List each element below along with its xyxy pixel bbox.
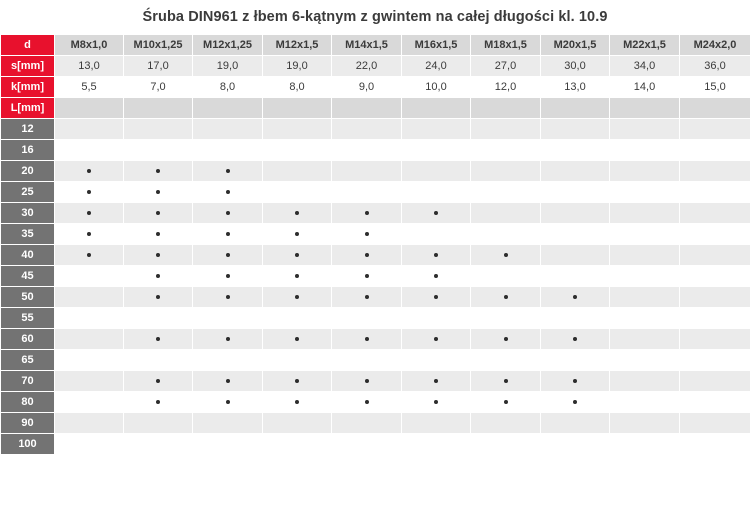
cell-25-M14x1,5 [332, 182, 402, 203]
cell-80-M24x2,0 [680, 392, 750, 413]
availability-dot [504, 337, 508, 341]
cell-70-M8x1,0 [55, 371, 124, 392]
table-row [1, 245, 750, 266]
cell-60-M18x1,5 [471, 329, 541, 350]
table-row-length-header [1, 98, 750, 119]
cell-25-M24x2,0 [680, 182, 750, 203]
cell-90-M20x1,5 [541, 413, 610, 434]
cell-45-M22x1,5 [610, 266, 680, 287]
availability-dot [365, 295, 369, 299]
cell-30-M8x1,0 [55, 203, 124, 224]
availability-dot [573, 400, 577, 404]
row-label-length: L[mm] [1, 98, 55, 119]
availability-dot [365, 211, 369, 215]
cell-90-M14x1,5 [332, 413, 402, 434]
cell-35-M12x1,25 [193, 224, 263, 245]
cell-35-M18x1,5 [471, 224, 541, 245]
cell-50-M22x1,5 [610, 287, 680, 308]
column-header-thread-3: M12x1,25 [193, 35, 263, 56]
cell-45-M8x1,0 [55, 266, 124, 287]
cell-65-M10x1,25 [124, 350, 193, 371]
table-row [1, 161, 750, 182]
table-row [1, 413, 750, 434]
availability-dot [156, 337, 160, 341]
length-label-30: 30 [1, 203, 55, 224]
k-value-9: 14,0 [610, 77, 680, 98]
cell-25-M22x1,5 [610, 182, 680, 203]
availability-dot [226, 274, 230, 278]
cell-12-M16x1,5 [402, 119, 471, 140]
cell-40-M20x1,5 [541, 245, 610, 266]
table-row [1, 371, 750, 392]
availability-dot [87, 253, 91, 257]
availability-dot [365, 337, 369, 341]
cell-40-M16x1,5 [402, 245, 471, 266]
availability-dot [87, 232, 91, 236]
availability-dot [434, 274, 438, 278]
cell-30-M14x1,5 [332, 203, 402, 224]
cell-12-M20x1,5 [541, 119, 610, 140]
s-value-5: 22,0 [332, 56, 402, 77]
cell-25-M8x1,0 [55, 182, 124, 203]
row-label-k: k[mm] [1, 77, 55, 98]
cell-50-M24x2,0 [680, 287, 750, 308]
cell-50-M20x1,5 [541, 287, 610, 308]
cell-12-M8x1,0 [55, 119, 124, 140]
cell-40-M24x2,0 [680, 245, 750, 266]
cell-80-M20x1,5 [541, 392, 610, 413]
cell-20-M8x1,0 [55, 161, 124, 182]
cell-30-M12x1,25 [193, 203, 263, 224]
availability-dot [295, 295, 299, 299]
cell-55-M10x1,25 [124, 308, 193, 329]
cell-90-M18x1,5 [471, 413, 541, 434]
k-value-4: 8,0 [263, 77, 332, 98]
cell-20-M12x1,25 [193, 161, 263, 182]
length-header-spacer-1 [55, 98, 124, 119]
cell-30-M12x1,5 [263, 203, 332, 224]
length-label-60: 60 [1, 329, 55, 350]
table-row [1, 224, 750, 245]
cell-80-M8x1,0 [55, 392, 124, 413]
cell-45-M12x1,5 [263, 266, 332, 287]
cell-12-M18x1,5 [471, 119, 541, 140]
s-value-4: 19,0 [263, 56, 332, 77]
cell-25-M12x1,5 [263, 182, 332, 203]
cell-60-M22x1,5 [610, 329, 680, 350]
availability-dot [504, 253, 508, 257]
s-value-8: 30,0 [541, 56, 610, 77]
length-label-100: 100 [1, 434, 55, 455]
cell-16-M18x1,5 [471, 140, 541, 161]
length-label-80: 80 [1, 392, 55, 413]
length-label-20: 20 [1, 161, 55, 182]
cell-16-M20x1,5 [541, 140, 610, 161]
cell-40-M12x1,25 [193, 245, 263, 266]
cell-50-M12x1,25 [193, 287, 263, 308]
availability-dot [226, 400, 230, 404]
availability-dot [156, 232, 160, 236]
availability-dot [573, 337, 577, 341]
cell-45-M10x1,25 [124, 266, 193, 287]
cell-45-M14x1,5 [332, 266, 402, 287]
availability-dot [365, 400, 369, 404]
k-value-3: 8,0 [193, 77, 263, 98]
cell-20-M18x1,5 [471, 161, 541, 182]
cell-35-M24x2,0 [680, 224, 750, 245]
cell-80-M16x1,5 [402, 392, 471, 413]
cell-100-M16x1,5 [402, 434, 471, 455]
cell-30-M18x1,5 [471, 203, 541, 224]
column-header-thread-2: M10x1,25 [124, 35, 193, 56]
cell-30-M22x1,5 [610, 203, 680, 224]
cell-20-M10x1,25 [124, 161, 193, 182]
table-row [1, 287, 750, 308]
cell-90-M24x2,0 [680, 413, 750, 434]
cell-12-M10x1,25 [124, 119, 193, 140]
availability-dot [434, 379, 438, 383]
cell-65-M12x1,25 [193, 350, 263, 371]
page-title: Śruba DIN961 z łbem 6-kątnym z gwintem na całej długości kl. 10.9 [142, 9, 608, 25]
table-row-s [1, 56, 750, 77]
cell-16-M14x1,5 [332, 140, 402, 161]
cell-55-M12x1,25 [193, 308, 263, 329]
k-value-7: 12,0 [471, 77, 541, 98]
availability-dot [295, 211, 299, 215]
column-header-thread-1: M8x1,0 [55, 35, 124, 56]
cell-25-M20x1,5 [541, 182, 610, 203]
cell-80-M14x1,5 [332, 392, 402, 413]
availability-dot [226, 379, 230, 383]
cell-70-M12x1,5 [263, 371, 332, 392]
cell-60-M12x1,25 [193, 329, 263, 350]
cell-70-M12x1,25 [193, 371, 263, 392]
table-header-row-d [1, 35, 750, 56]
k-value-1: 5,5 [55, 77, 124, 98]
table-row-k [1, 77, 750, 98]
cell-30-M20x1,5 [541, 203, 610, 224]
cell-16-M8x1,0 [55, 140, 124, 161]
cell-45-M16x1,5 [402, 266, 471, 287]
length-label-45: 45 [1, 266, 55, 287]
column-header-thread-10: M24x2,0 [680, 35, 750, 56]
column-header-thread-5: M14x1,5 [332, 35, 402, 56]
availability-dot [156, 295, 160, 299]
cell-55-M22x1,5 [610, 308, 680, 329]
cell-70-M22x1,5 [610, 371, 680, 392]
cell-90-M10x1,25 [124, 413, 193, 434]
cell-100-M20x1,5 [541, 434, 610, 455]
availability-dot [226, 232, 230, 236]
column-header-thread-7: M18x1,5 [471, 35, 541, 56]
cell-65-M8x1,0 [55, 350, 124, 371]
table-row [1, 434, 750, 455]
cell-80-M22x1,5 [610, 392, 680, 413]
cell-60-M8x1,0 [55, 329, 124, 350]
length-label-70: 70 [1, 371, 55, 392]
availability-dot [156, 169, 160, 173]
cell-20-M12x1,5 [263, 161, 332, 182]
screw-dimension-table [0, 34, 750, 455]
length-header-spacer-3 [193, 98, 263, 119]
s-value-2: 17,0 [124, 56, 193, 77]
cell-50-M16x1,5 [402, 287, 471, 308]
cell-65-M12x1,5 [263, 350, 332, 371]
availability-dot [573, 379, 577, 383]
length-header-spacer-8 [541, 98, 610, 119]
cell-40-M22x1,5 [610, 245, 680, 266]
cell-65-M20x1,5 [541, 350, 610, 371]
cell-16-M10x1,25 [124, 140, 193, 161]
table-row [1, 329, 750, 350]
cell-12-M12x1,5 [263, 119, 332, 140]
column-header-thread-6: M16x1,5 [402, 35, 471, 56]
length-label-16: 16 [1, 140, 55, 161]
availability-dot [434, 337, 438, 341]
cell-100-M8x1,0 [55, 434, 124, 455]
column-header-thread-4: M12x1,5 [263, 35, 332, 56]
availability-dot [156, 190, 160, 194]
cell-90-M16x1,5 [402, 413, 471, 434]
cell-30-M16x1,5 [402, 203, 471, 224]
length-header-spacer-5 [332, 98, 402, 119]
availability-dot [365, 232, 369, 236]
cell-35-M22x1,5 [610, 224, 680, 245]
cell-12-M24x2,0 [680, 119, 750, 140]
availability-dot [434, 295, 438, 299]
cell-16-M22x1,5 [610, 140, 680, 161]
k-value-5: 9,0 [332, 77, 402, 98]
length-label-90: 90 [1, 413, 55, 434]
cell-35-M14x1,5 [332, 224, 402, 245]
cell-65-M18x1,5 [471, 350, 541, 371]
cell-50-M14x1,5 [332, 287, 402, 308]
table-row [1, 140, 750, 161]
availability-dot [87, 169, 91, 173]
availability-dot [434, 400, 438, 404]
cell-90-M12x1,25 [193, 413, 263, 434]
cell-65-M14x1,5 [332, 350, 402, 371]
k-value-8: 13,0 [541, 77, 610, 98]
cell-100-M14x1,5 [332, 434, 402, 455]
cell-16-M12x1,25 [193, 140, 263, 161]
availability-dot [87, 190, 91, 194]
availability-dot [295, 379, 299, 383]
cell-60-M16x1,5 [402, 329, 471, 350]
column-header-thread-8: M20x1,5 [541, 35, 610, 56]
length-label-55: 55 [1, 308, 55, 329]
cell-35-M20x1,5 [541, 224, 610, 245]
length-header-spacer-7 [471, 98, 541, 119]
s-value-6: 24,0 [402, 56, 471, 77]
k-value-10: 15,0 [680, 77, 750, 98]
cell-90-M12x1,5 [263, 413, 332, 434]
availability-dot [226, 295, 230, 299]
cell-12-M12x1,25 [193, 119, 263, 140]
length-header-spacer-10 [680, 98, 750, 119]
availability-dot [226, 211, 230, 215]
availability-dot [226, 169, 230, 173]
cell-20-M24x2,0 [680, 161, 750, 182]
availability-dot [295, 274, 299, 278]
availability-dot [434, 211, 438, 215]
cell-100-M22x1,5 [610, 434, 680, 455]
cell-25-M12x1,25 [193, 182, 263, 203]
cell-55-M12x1,5 [263, 308, 332, 329]
cell-40-M8x1,0 [55, 245, 124, 266]
availability-dot [434, 253, 438, 257]
cell-20-M16x1,5 [402, 161, 471, 182]
length-header-spacer-6 [402, 98, 471, 119]
availability-dot [365, 253, 369, 257]
cell-70-M20x1,5 [541, 371, 610, 392]
cell-65-M16x1,5 [402, 350, 471, 371]
availability-dot [87, 211, 91, 215]
cell-30-M24x2,0 [680, 203, 750, 224]
cell-60-M20x1,5 [541, 329, 610, 350]
cell-20-M22x1,5 [610, 161, 680, 182]
table-row [1, 308, 750, 329]
cell-90-M22x1,5 [610, 413, 680, 434]
availability-dot [156, 379, 160, 383]
availability-dot [156, 400, 160, 404]
cell-70-M24x2,0 [680, 371, 750, 392]
cell-70-M10x1,25 [124, 371, 193, 392]
cell-90-M8x1,0 [55, 413, 124, 434]
cell-50-M18x1,5 [471, 287, 541, 308]
availability-dot [295, 253, 299, 257]
availability-dot [295, 232, 299, 236]
cell-60-M12x1,5 [263, 329, 332, 350]
s-value-3: 19,0 [193, 56, 263, 77]
cell-20-M14x1,5 [332, 161, 402, 182]
length-label-50: 50 [1, 287, 55, 308]
cell-16-M12x1,5 [263, 140, 332, 161]
s-value-10: 36,0 [680, 56, 750, 77]
k-value-2: 7,0 [124, 77, 193, 98]
cell-12-M22x1,5 [610, 119, 680, 140]
availability-dot [504, 400, 508, 404]
availability-dot [504, 379, 508, 383]
length-label-12: 12 [1, 119, 55, 140]
s-value-7: 27,0 [471, 56, 541, 77]
availability-dot [365, 379, 369, 383]
s-value-9: 34,0 [610, 56, 680, 77]
length-label-40: 40 [1, 245, 55, 266]
cell-45-M12x1,25 [193, 266, 263, 287]
availability-dot [504, 295, 508, 299]
cell-100-M24x2,0 [680, 434, 750, 455]
table-row [1, 182, 750, 203]
cell-60-M24x2,0 [680, 329, 750, 350]
availability-dot [295, 337, 299, 341]
cell-100-M18x1,5 [471, 434, 541, 455]
cell-35-M12x1,5 [263, 224, 332, 245]
cell-25-M16x1,5 [402, 182, 471, 203]
cell-55-M18x1,5 [471, 308, 541, 329]
length-label-65: 65 [1, 350, 55, 371]
cell-60-M10x1,25 [124, 329, 193, 350]
cell-35-M16x1,5 [402, 224, 471, 245]
cell-16-M16x1,5 [402, 140, 471, 161]
availability-dot [156, 253, 160, 257]
availability-dot [226, 337, 230, 341]
cell-40-M14x1,5 [332, 245, 402, 266]
cell-55-M16x1,5 [402, 308, 471, 329]
availability-dot [156, 274, 160, 278]
column-header-thread-9: M22x1,5 [610, 35, 680, 56]
cell-40-M18x1,5 [471, 245, 541, 266]
cell-100-M12x1,5 [263, 434, 332, 455]
cell-45-M20x1,5 [541, 266, 610, 287]
cell-12-M14x1,5 [332, 119, 402, 140]
cell-70-M14x1,5 [332, 371, 402, 392]
availability-dot [226, 190, 230, 194]
cell-55-M24x2,0 [680, 308, 750, 329]
cell-55-M8x1,0 [55, 308, 124, 329]
cell-25-M10x1,25 [124, 182, 193, 203]
cell-100-M10x1,25 [124, 434, 193, 455]
table-row [1, 266, 750, 287]
cell-25-M18x1,5 [471, 182, 541, 203]
cell-30-M10x1,25 [124, 203, 193, 224]
cell-65-M22x1,5 [610, 350, 680, 371]
table-row [1, 203, 750, 224]
cell-50-M12x1,5 [263, 287, 332, 308]
row-label-s: s[mm] [1, 56, 55, 77]
row-label-d: d [1, 35, 55, 56]
length-header-spacer-4 [263, 98, 332, 119]
cell-55-M14x1,5 [332, 308, 402, 329]
cell-45-M18x1,5 [471, 266, 541, 287]
table-row [1, 350, 750, 371]
cell-80-M12x1,25 [193, 392, 263, 413]
cell-40-M10x1,25 [124, 245, 193, 266]
availability-dot [365, 274, 369, 278]
cell-60-M14x1,5 [332, 329, 402, 350]
availability-dot [573, 295, 577, 299]
cell-45-M24x2,0 [680, 266, 750, 287]
cell-16-M24x2,0 [680, 140, 750, 161]
cell-40-M12x1,5 [263, 245, 332, 266]
cell-100-M12x1,25 [193, 434, 263, 455]
cell-35-M8x1,0 [55, 224, 124, 245]
cell-20-M20x1,5 [541, 161, 610, 182]
cell-50-M10x1,25 [124, 287, 193, 308]
cell-70-M16x1,5 [402, 371, 471, 392]
availability-dot [295, 400, 299, 404]
length-header-spacer-9 [610, 98, 680, 119]
s-value-1: 13,0 [55, 56, 124, 77]
cell-80-M18x1,5 [471, 392, 541, 413]
cell-65-M24x2,0 [680, 350, 750, 371]
cell-80-M10x1,25 [124, 392, 193, 413]
length-label-25: 25 [1, 182, 55, 203]
cell-70-M18x1,5 [471, 371, 541, 392]
availability-dot [156, 211, 160, 215]
cell-80-M12x1,5 [263, 392, 332, 413]
cell-50-M8x1,0 [55, 287, 124, 308]
length-header-spacer-2 [124, 98, 193, 119]
length-label-35: 35 [1, 224, 55, 245]
k-value-6: 10,0 [402, 77, 471, 98]
table-row [1, 119, 750, 140]
cell-35-M10x1,25 [124, 224, 193, 245]
availability-dot [226, 253, 230, 257]
table-row [1, 392, 750, 413]
cell-55-M20x1,5 [541, 308, 610, 329]
